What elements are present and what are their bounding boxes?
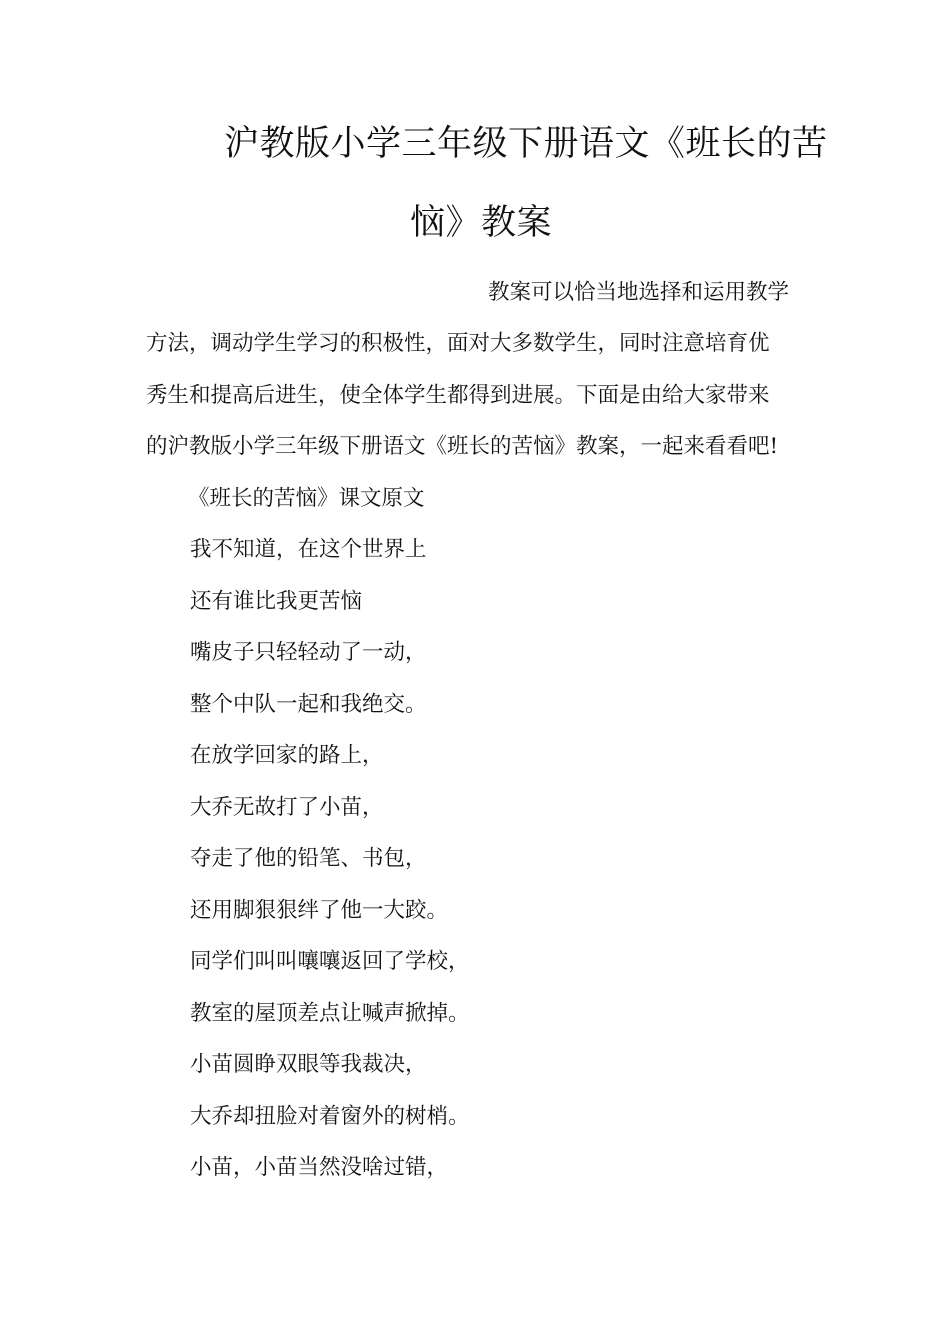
poem-line: 还用脚狠狠绊了他一大跤。 [190, 897, 449, 923]
section-heading: 《班长的苦恼》课文原文 [188, 486, 425, 511]
poem-line: 小苗圆睁双眼等我裁决， [190, 1052, 427, 1077]
poem-line: 教室的屋顶差点让喊声掀掉。 [190, 1000, 470, 1026]
intro-paragraph-line: 的沪教版小学三年级下册语文《班长的苦恼》教案，一起来看看吧! [146, 434, 779, 459]
poem-line: 还有谁比我更苦恼 [190, 588, 363, 614]
intro-paragraph-line: 秀生和提高后进生，使全体学生都得到进展。下面是由给大家带来 [146, 383, 770, 408]
poem-line: 夺走了他的铅笔、书包， [190, 846, 427, 871]
intro-paragraph-line: 教案可以恰当地选择和运用教学 [488, 280, 790, 305]
poem-line: 同学们叫叫嚷嚷返回了学校， [190, 949, 470, 974]
document-title-line-1: 沪教版小学三年级下册语文《班长的苦 [224, 124, 828, 164]
poem-line: 整个中队一起和我绝交。 [190, 691, 427, 717]
intro-paragraph-line: 方法，调动学生学习的积极性，面对大多数学生，同时注意培育优 [146, 331, 770, 356]
poem-line: 大乔无故打了小苗， [190, 794, 384, 820]
document-title-line-2: 恼》教案 [410, 203, 553, 243]
poem-line: 嘴皮子只轻轻动了一动， [190, 640, 427, 665]
poem-line: 我不知道，在这个世界上 [190, 537, 427, 562]
poem-line: 在放学回家的路上， [190, 743, 384, 768]
poem-line: 小苗，小苗当然没啥过错， [190, 1155, 449, 1180]
poem-text [190, 536, 470, 1206]
poem-line: 大乔却扭脸对着窗外的树梢。 [190, 1103, 470, 1129]
